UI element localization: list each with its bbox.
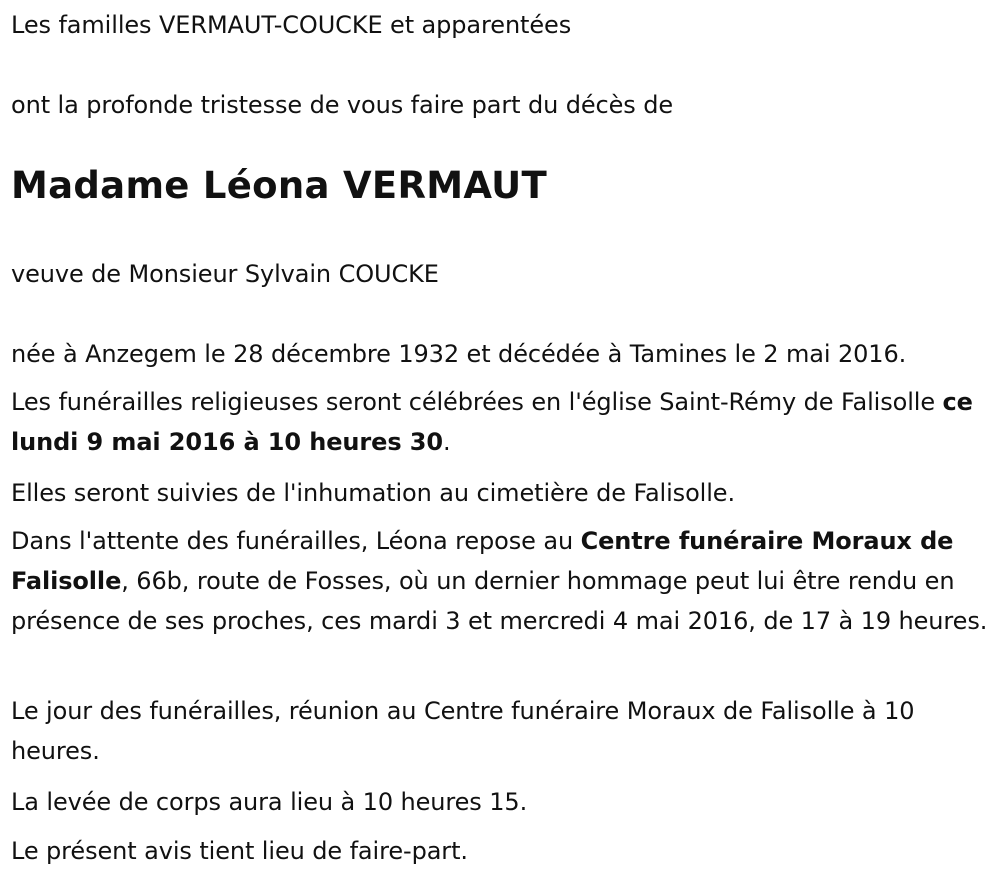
viewing-paragraph (11, 521, 996, 641)
deceased-name: Madame Léona VERMAUT (11, 164, 548, 207)
funeral-date-time: ce lundi 9 mai 2016 à 10 heures 30 (11, 388, 973, 456)
closing-line: Le présent avis tient lieu de faire-part. (11, 837, 468, 865)
families-line: Les familles VERMAUT-COUCKE et apparentées (11, 11, 572, 39)
announcement-line: ont la profonde tristesse de vous faire part du décès de (11, 91, 674, 119)
meeting-paragraph: Le jour des funérailles, réunion au Centre funéraire Moraux de Falisolle à 10 heures. (11, 697, 915, 765)
viewing-text: Dans l'attente des funérailles, Léona repose au (11, 527, 581, 555)
widow-of-line: veuve de Monsieur Sylvain COUCKE (11, 260, 439, 288)
birth-death-line: née à Anzegem le 28 décembre 1932 et décédée à Tamines le 2 mai 2016. (11, 340, 907, 368)
funeral-paragraph (11, 382, 996, 462)
funeral-text: Les funérailles religieuses seront célébrées en l'église Saint-Rémy de Falisolle (11, 388, 943, 416)
viewing-details: , 66b, route de Fosses, où un dernier hommage peut lui être rendu en présence de ses proches, ces mardi 3 et mercredi 4 mai 2016, de 17 à 19 heures. (11, 567, 988, 635)
burial-line: Elles seront suivies de l'inhumation au cimetière de Falisolle. (11, 479, 736, 507)
funeral-text-end: . (442, 428, 451, 456)
levee-line: La levée de corps aura lieu à 10 heures 15. (11, 788, 528, 816)
funeral-home-name: Centre funéraire Moraux de Falisolle (11, 527, 954, 595)
